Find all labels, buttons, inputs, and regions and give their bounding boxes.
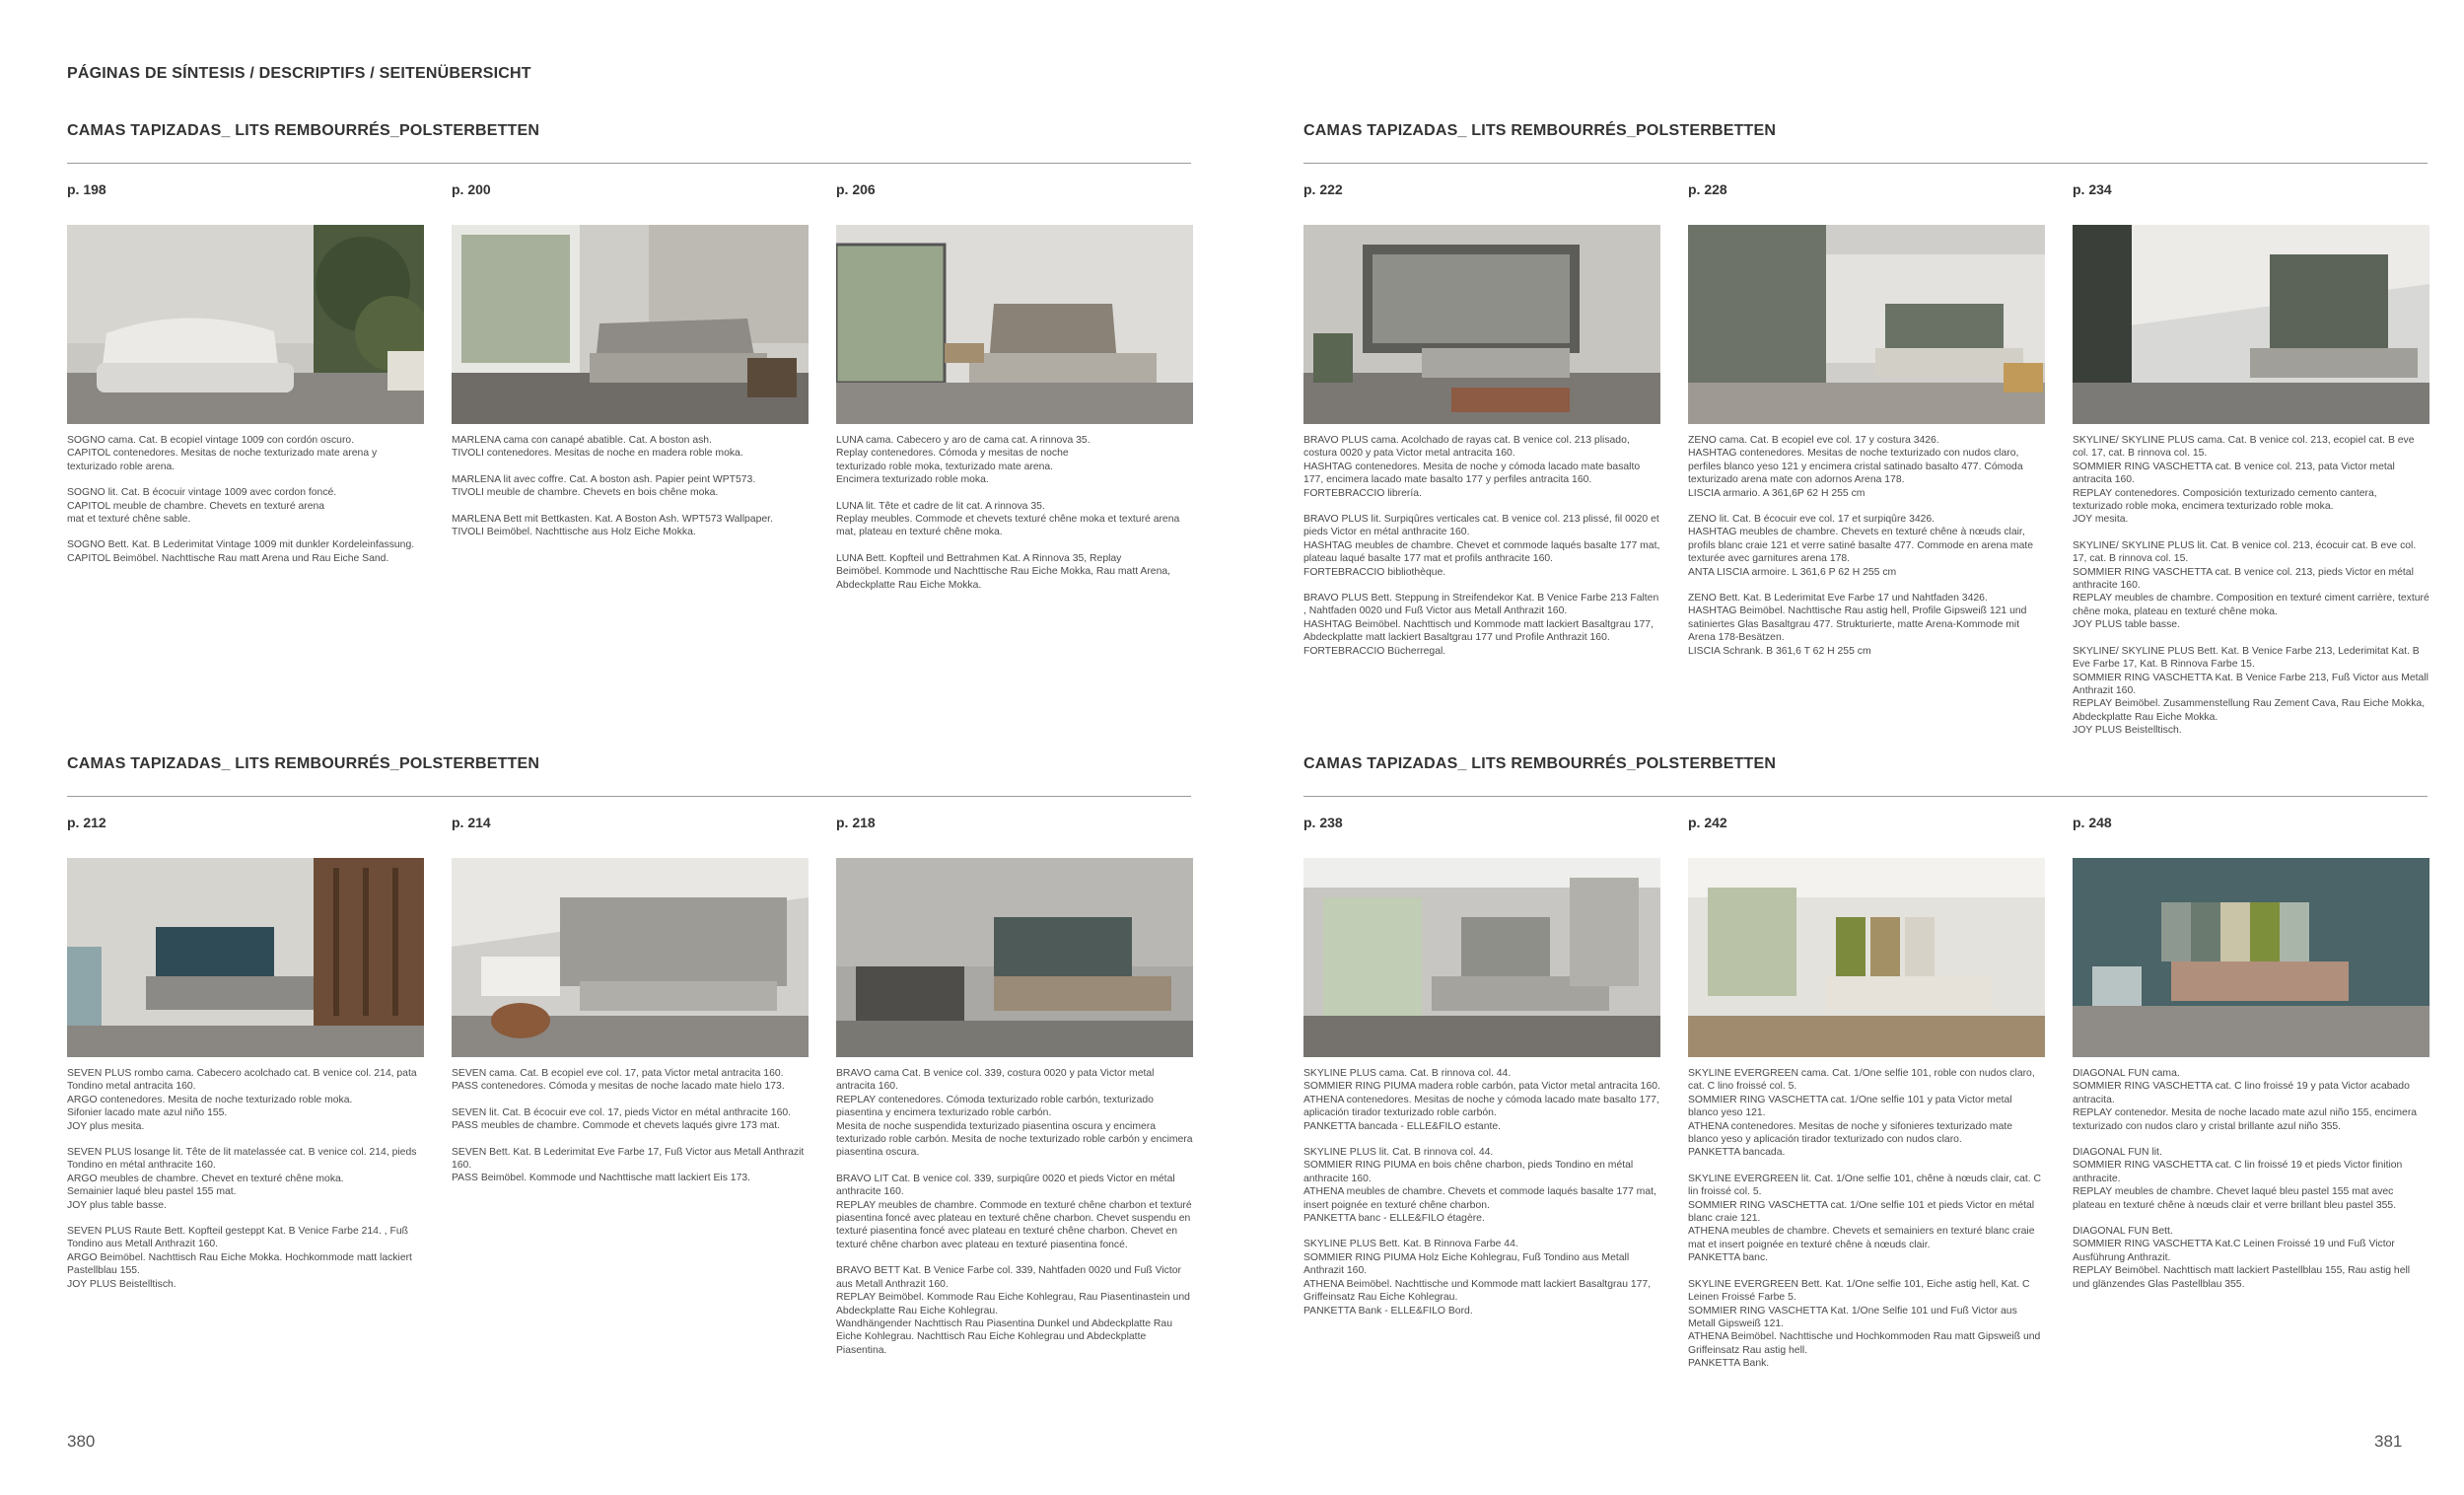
item-description — [452, 434, 809, 551]
description-de: SOGNO Bett. Kat. B Lederimitat Vintage 1009 mit dunkler Kordeleinfassung. CAPITOL Beimöbel. Nachttische Rau matt Arena und Rau Eiche Sand. — [67, 539, 415, 564]
section-title: CAMAS TAPIZADAS_ LITS REMBOURRÉS_POLSTERBETTEN — [67, 755, 540, 772]
description-es: BRAVO cama Cat. B venice col. 339, costura 0020 y pata Victor metal antracita 160. REPLAY contenedores. Cómoda texturizado roble carbón, texturizado piasentina y encimera texturizado roble carbón. Mesita de noche suspendida texturizado piasentina oscura y encimera texturizado roble carbón. Mesita de noche texturizado roble carbón y encimera piasentina oscura. — [836, 1068, 1193, 1159]
description-fr: SEVEN PLUS losange lit. Tête de lit matelassée cat. B venice col. 214, pieds Tondino en métal anthracite 160. ARGO meubles de chambre. Chevet en texturé chêne moka. Semainier laqué bleu pastel 155 mat. JOY plus table basse. — [67, 1147, 417, 1211]
description-de: SKYLINE PLUS Bett. Kat. B Rinnova Farbe 44. SOMMIER RING PIUMA Holz Eiche Kohlegrau, Fuß Tondino aus Metall Anthrazit 160. ATHENA Beimöbel. Nachttische und Kommode matt lackiert Basaltgrau 177, Griffeinsatz Rau Eiche Kohlegrau. PANKETTA Bank - ELLE&FILO Bord. — [1303, 1239, 1652, 1317]
catalog-item — [836, 181, 1193, 591]
bedroom-photo — [836, 225, 1193, 424]
page-reference: p. 206 — [836, 181, 876, 197]
section-bottom-right — [1303, 755, 2428, 1370]
bedroom-photo — [67, 858, 424, 1057]
description-fr: MARLENA lit avec coffre. Cat. A boston ash. Papier peint WPT573. TIVOLI meuble de chambre. Chevets en bois chêne moka. — [452, 473, 756, 499]
catalog-item — [67, 181, 424, 564]
description-es: SEVEN PLUS rombo cama. Cabecero acolchado cat. B venice col. 214, pata Tondino metal antracita 160. ARGO contenedores. Mesita de noche texturizado roble moka. Sifonier lacado mate azul niño 155. JOY plus mesita. — [67, 1068, 417, 1132]
page-reference: p. 222 — [1303, 181, 1343, 197]
description-de: DIAGONAL FUN Bett. SOMMIER RING VASCHETTA Kat.C Leinen Froissé 19 und Fuß Victor Ausführung Anthrazit. REPLAY Beimöbel. Nachttisch matt lackiert Pastellblau 155, Rau astig hell und glänzendes Glas Pastellblau 355. — [2073, 1226, 2411, 1290]
section-title: CAMAS TAPIZADAS_ LITS REMBOURRÉS_POLSTERBETTEN — [1303, 755, 1777, 772]
item-description — [2073, 1067, 2429, 1304]
catalog-item — [836, 815, 1193, 1356]
item-description — [1303, 1067, 1660, 1330]
page-header: PÁGINAS DE SÍNTESIS / DESCRIPTIFS / SEITENÜBERSICHT — [67, 65, 531, 82]
page-reference: p. 242 — [1688, 815, 1727, 830]
bedroom-photo — [2073, 858, 2429, 1057]
page-reference: p. 198 — [67, 181, 106, 197]
bedroom-photo — [452, 858, 809, 1057]
description-fr: SEVEN lit. Cat. B écocuir eve col. 17, pieds Victor en métal anthracite 160. PASS meubles de chambre. Commode et chevets laqués givre 173 mat. — [452, 1106, 792, 1132]
section-divider — [67, 796, 1191, 797]
section-title: CAMAS TAPIZADAS_ LITS REMBOURRÉS_POLSTERBETTEN — [67, 122, 540, 139]
page-number-left: 380 — [67, 1432, 96, 1451]
bedroom-photo — [452, 225, 809, 424]
item-description — [1688, 434, 2045, 671]
bedroom-photo — [1303, 858, 1660, 1057]
description-fr: ZENO lit. Cat. B écocuir eve col. 17 et surpiqûre 3426. HASHTAG meubles de chambre. Chevets en texturé chêne à nœuds clair, profils blanc craie 121 et verre satiné basalte 477. Commode en arena mate texturée avec garnitures arena 178. ANTA LISCIA armoire. L 361,6 P 62 H 255 cm — [1688, 514, 2034, 578]
description-fr: BRAVO PLUS lit. Surpiqûres verticales cat. B venice col. 213 plissé, fil 0020 et pieds Victor en métal anthracite 160. HASHTAG meubles de chambre. Chevet et commode laqués basalte 177 mat, plateau laqué basalte 177 mat et profils anthracite 160. FORTEBRACCIO bibliothèque. — [1303, 514, 1660, 578]
catalog-item — [1303, 181, 1660, 657]
description-es: BRAVO PLUS cama. Acolchado de rayas cat. B venice col. 213 plisado, costura 0020 y pata Victor metal antracita 160. HASHTAG contenedores. Mesita de noche y cómoda lacado mate basalto 177, encimera lacado mate basalto 177 y perfiles antracita 160. FORTEBRACCIO librería. — [1303, 435, 1641, 499]
description-de: SEVEN PLUS Raute Bett. Kopfteil gesteppt Kat. B Venice Farbe 214. , Fuß Tondino aus Metall Anthrazit 160. ARGO Beimöbel. Nachttisch Rau Eiche Mokka. Hochkommode matt lackiert Pastellblau 155. JOY PLUS Beistelltisch. — [67, 1226, 412, 1290]
description-de: ZENO Bett. Kat. B Lederimitat Eve Farbe 17 und Nahtfaden 3426. HASHTAG Beimöbel. Nachttische Rau astig hell, Profile Gipsweiß 121 und satiniertes Glas Basaltgrau 477. Strukturierte, matte Arena-Kommode mit Arena 178-Besätzen. LISCIA Schrank. B 361,6 T 62 H 255 cm — [1688, 593, 2027, 657]
page-reference: p. 200 — [452, 181, 491, 197]
section-title: CAMAS TAPIZADAS_ LITS REMBOURRÉS_POLSTERBETTEN — [1303, 122, 1777, 139]
section-divider — [67, 163, 1191, 164]
description-fr: SKYLINE PLUS lit. Cat. B rinnova col. 44. SOMMIER RING PIUMA en bois chêne charbon, pieds Tondino en métal anthracite 160. ATHENA meubles de chambre. Chevets et commode laqués basalte 177 mat, insert poignée en texturé chêne charbon. PANKETTA banc - ELLE&FILO étagère. — [1303, 1147, 1656, 1225]
catalog-item — [452, 181, 809, 538]
description-de: SEVEN Bett. Kat. B Lederimitat Eve Farbe 17, Fuß Victor aus Metall Anthrazit 160. PASS Beimöbel. Kommode und Nachttische matt lackiert Eis 173. — [452, 1146, 805, 1184]
description-es: SKYLINE/ SKYLINE PLUS cama. Cat. B venice col. 213, ecopiel cat. B eve col. 17, cat. B rinnova col. 15. SOMMIER RING VASCHETTA cat. B venice col. 213, pata Victor metal antracita 160. REPLAY contenedores. Composición texturizado cemento cantera, texturizado roble moka, encimera texturizado roble moka. JOY mesita. — [2073, 435, 2415, 526]
item-description — [67, 1067, 424, 1304]
description-es: SOGNO cama. Cat. B ecopiel vintage 1009 con cordón oscuro. CAPITOL contenedores. Mesitas de noche texturizado mate arena y texturizado roble arena. — [67, 435, 378, 472]
description-es: LUNA cama. Cabecero y aro de cama cat. A rinnova 35. Replay contenedores. Cómoda y mesitas de noche texturizado roble moka, texturizado mate arena. Encimera texturizado roble moka. — [836, 435, 1091, 486]
catalog-item — [1688, 181, 2045, 657]
bedroom-photo — [1688, 225, 2045, 424]
bedroom-photo — [1303, 225, 1660, 424]
page-reference: p. 228 — [1688, 181, 1727, 197]
bedroom-photo — [836, 858, 1193, 1057]
description-es: SKYLINE EVERGREEN cama. Cat. 1/One selfie 101, roble con nudos claro, cat. C lino froissé col. 5. SOMMIER RING VASCHETTA cat. 1/One selfie 101 y pata Victor metal blanco yeso 121. ATHENA contenedores. Mesitas de noche y sifonieres texturizado mate blanco yeso y aplicación tirador texturizado con nudos claro. PANKETTA bancada. — [1688, 1068, 2035, 1159]
section-top-right — [1303, 122, 2429, 737]
description-de: MARLENA Bett mit Bettkasten. Kat. A Boston Ash. WPT573 Wallpaper. TIVOLI Beimöbel. Nachttische aus Holz Eiche Mokka. — [452, 513, 773, 538]
description-es: SKYLINE PLUS cama. Cat. B rinnova col. 44. SOMMIER RING PIUMA madera roble carbón, pata Victor metal antracita 160. ATHENA contenedores. Mesitas de noche y cómoda lacado mate basalto 177, aplicación tirador texturizado roble carbón. PANKETTA bancada - ELLE&FILO estante. — [1303, 1068, 1660, 1132]
description-de: SKYLINE/ SKYLINE PLUS Bett. Kat. B Venice Farbe 213, Lederimitat Kat. B Eve Farbe 17, Kat. B Rinnova Farbe 15. SOMMIER RING VASCHETTA Kat. B Venice Farbe 213, Fuß Victor aus Metall Anthrazit 160. REPLAY Beimöbel. Zusammenstellung Rau Zement Cava, Rau Eiche Mokka, Abdeckplatte Rau Eiche Mokka. JOY PLUS Beistelltisch. — [2073, 645, 2429, 737]
description-fr: BRAVO LIT Cat. B venice col. 339, surpiqûre 0020 et pieds Victor en métal anthracite 160. REPLAY meubles de chambre. Commode en texturé chêne charbon et texturé piasentina foncé avec plateau en texturé chêne charbon. Chevet suspendu en texturé piasentina foncé avec plateau en texturé chêne charbon. Chevet en texturé chêne charbon avec plateau en texturé piasentina foncé. — [836, 1173, 1192, 1250]
description-de: SKYLINE EVERGREEN Bett. Kat. 1/One selfie 101, Eiche astig hell, Kat. C Leinen Froissé Farbe 5. SOMMIER RING VASCHETTA Kat. 1/One Selfie 101 und Fuß Victor aus Metall Gipsweiß 121. ATHENA Beimöbel. Nachttische und Hochkommoden Rau matt Gipsweiß und Griffeinsatz Rau astig hell. PANKETTA Bank. — [1688, 1278, 2041, 1370]
description-fr: SKYLINE/ SKYLINE PLUS lit. Cat. B venice col. 213, écocuir cat. B eve col. 17, cat. B rinnova col. 15. SOMMIER RING VASCHETTA cat. B venice col. 213, pieds Victor en métal anthracite 160. REPLAY meubles de chambre. Composition en texturé ciment carrière, texturé chêne moka, plateau en texturé chêne moka. JOY PLUS table basse. — [2073, 539, 2429, 631]
item-description — [836, 434, 1193, 605]
bedroom-photo — [67, 225, 424, 424]
description-fr: DIAGONAL FUN lit. SOMMIER RING VASCHETTA cat. C lin froissé 19 et pieds Victor finition anthracite. REPLAY meubles de chambre. Chevet laqué bleu pastel 155 mat avec plateau en texturé chêne à nœuds clair et verre brillant bleu pastel 355. — [2073, 1147, 2403, 1211]
item-description — [1688, 1067, 2045, 1384]
section-bottom-left — [67, 755, 1193, 1356]
page-reference: p. 248 — [2073, 815, 2112, 830]
section-top-left — [67, 122, 1191, 591]
page-reference: p. 234 — [2073, 181, 2112, 197]
item-description — [836, 1067, 1193, 1370]
bedroom-photo — [1688, 858, 2045, 1057]
description-de: BRAVO PLUS Bett. Steppung in Streifendekor Kat. B Venice Farbe 213 Falten , Nahtfaden 0020 und Fuß Victor aus Metall Anthrazit 160. HASHTAG Beimöbel. Nachttisch und Kommode matt lackiert Basaltgrau 177, Abdeckplatte matt lackiert Basaltgrau 177 und Profile Anthrazit 160. FORTEBRACCIO Bücherregal. — [1303, 593, 1659, 657]
catalog-item — [2073, 181, 2429, 737]
description-de: BRAVO BETT Kat. B Venice Farbe col. 339, Nahtfaden 0020 und Fuß Victor aus Metall Anthrazit 160. REPLAY Beimöbel. Kommode Rau Eiche Kohlegrau, Rau Piasentinastein und Abdeckplatte Rau Eiche Kohlegrau. Wandhängender Nachttisch Rau Piasentina Dunkel und Abdeckplatte Rau Eiche Kohlegrau. Nachttisch Rau Eiche Kohlegrau und Abdeckplatte Piasentina. — [836, 1265, 1190, 1356]
page-reference: p. 238 — [1303, 815, 1343, 830]
description-fr: LUNA lit. Tête et cadre de lit cat. A rinnova 35. Replay meubles. Commode et chevets texturé chêne moka et texturé arena mat, plateau en texturé chêne moka. — [836, 500, 1180, 538]
description-fr: SOGNO lit. Cat. B écocuir vintage 1009 avec cordon foncé. CAPITOL meuble de chambre. Chevets en texturé arena mat et texturé chêne sable. — [67, 487, 337, 526]
description-es: DIAGONAL FUN cama. SOMMIER RING VASCHETTA cat. C lino froissé 19 y pata Victor acabado antracita. REPLAY contenedor. Mesita de noche lacado mate azul niño 155, encimera texturizado con nudos claro y cristal brillante azul niño 355. — [2073, 1068, 2418, 1132]
description-de: LUNA Bett. Kopfteil und Bettrahmen Kat. A Rinnova 35, Replay Beimöbel. Kommode und Nachttische Rau Eiche Mokka, Rau matt Arena, Abdeckplatte Rau Eiche Mokka. — [836, 552, 1171, 591]
catalog-item — [1688, 815, 2045, 1370]
item-description — [2073, 434, 2429, 750]
catalog-item — [2073, 815, 2429, 1290]
description-fr: SKYLINE EVERGREEN lit. Cat. 1/One selfie 101, chêne à nœuds clair, cat. C lin froissé col. 5. SOMMIER RING VASCHETTA cat. 1/One selfie 101 et pieds Victor en métal blanc craie 121. ATHENA meubles de chambre. Chevets et semainiers en texturé blanc craie mat et insert poignée en texturé chêne à nœuds clair. PANKETTA banc. — [1688, 1173, 2042, 1264]
page-number-right: 381 — [2374, 1432, 2403, 1451]
section-divider — [1303, 796, 2428, 797]
catalog-item — [67, 815, 424, 1290]
item-description — [452, 1067, 809, 1198]
description-es: ZENO cama. Cat. B ecopiel eve col. 17 y costura 3426. HASHTAG contenedores. Mesitas de noche texturizado con nudos claro, perfiles blanco yeso 121 y encimera cristal satinado basalto 477. Cómoda texturizado arena mate con adornos Arena 178. LISCIA armario. A 361,6P 62 H 255 cm — [1688, 435, 2023, 499]
catalog-item — [452, 815, 809, 1184]
bedroom-photo — [2073, 225, 2429, 424]
section-divider — [1303, 163, 2428, 164]
description-es: MARLENA cama con canapé abatible. Cat. A boston ash. TIVOLI contenedores. Mesitas de noche en madera roble moka. — [452, 435, 743, 460]
page-reference: p. 212 — [67, 815, 106, 830]
item-description — [67, 434, 424, 578]
item-description — [1303, 434, 1660, 671]
page-reference: p. 214 — [452, 815, 491, 830]
catalog-item — [1303, 815, 1660, 1317]
description-es: SEVEN cama. Cat. B ecopiel eve col. 17, pata Victor metal antracita 160. PASS contenedores. Cómoda y mesitas de noche lacado mate hielo 173. — [452, 1068, 785, 1093]
page-reference: p. 218 — [836, 815, 876, 830]
